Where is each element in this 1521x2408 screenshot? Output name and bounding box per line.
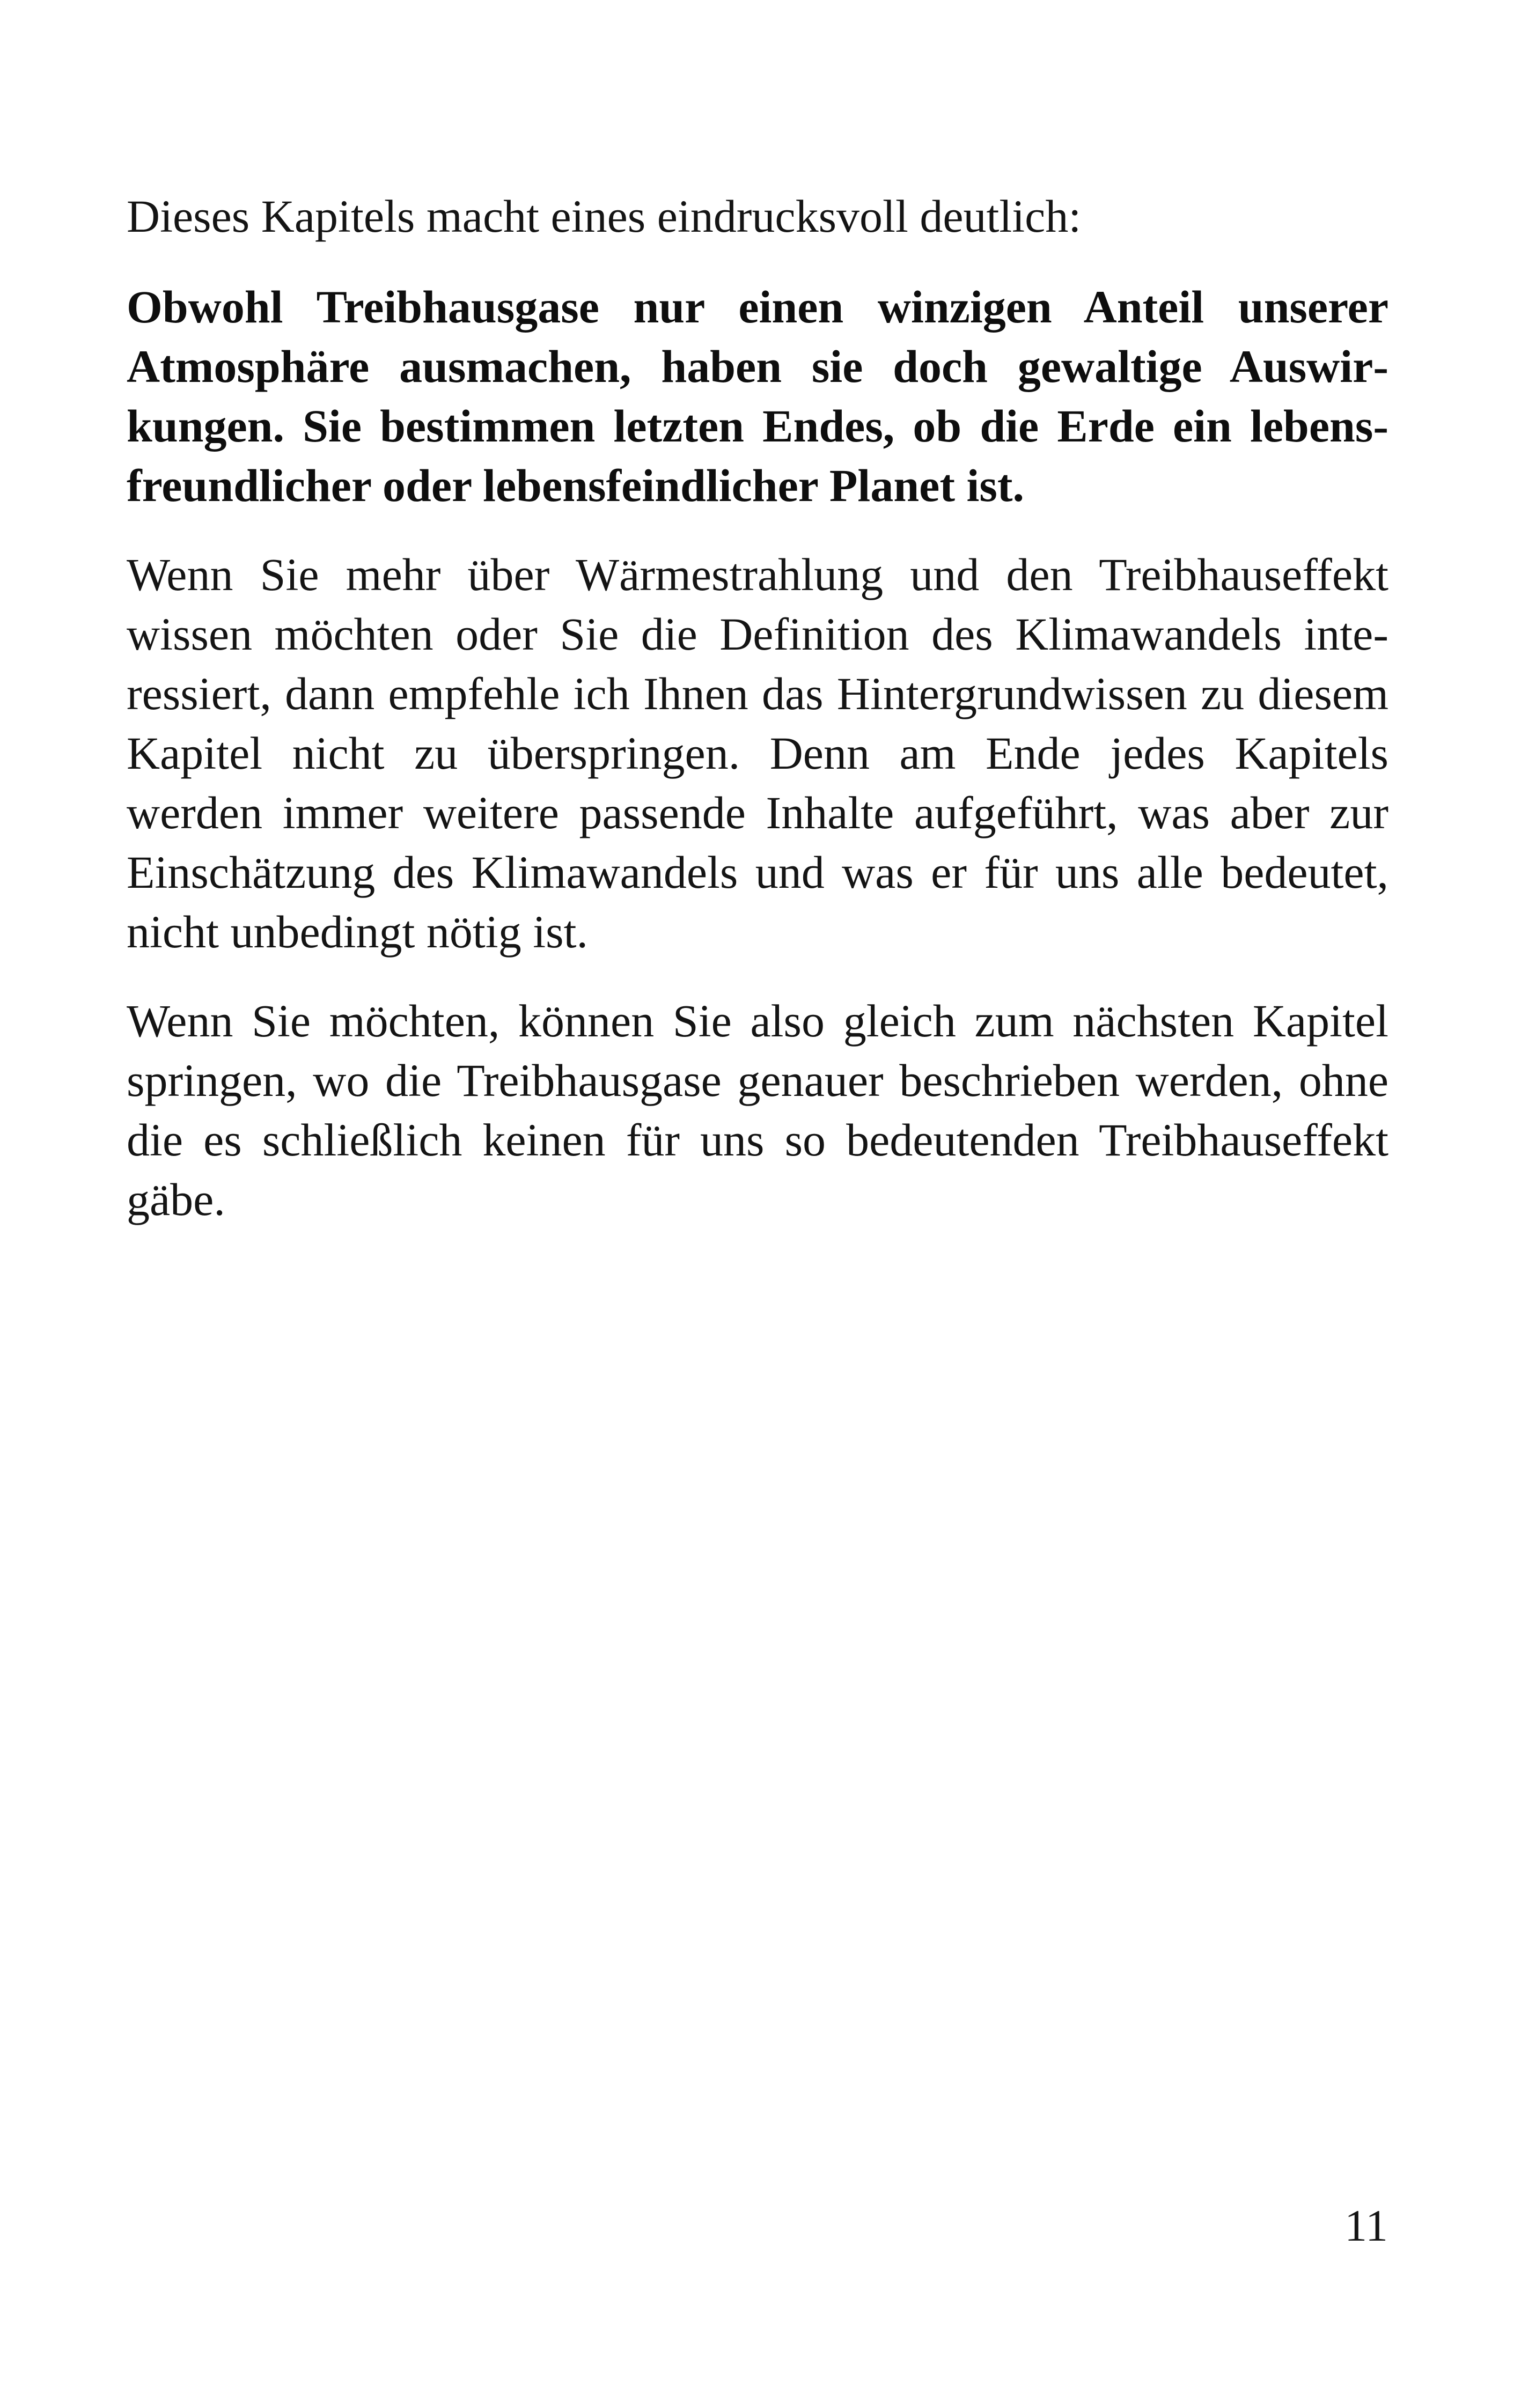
body-paragraph-1: Wenn Sie mehr über Wärmestrahlung und den Treibhauseffekt wissen möchten oder Sie die Definition des Klimawandels interessiert, dann empfehle ich Ihnen das Hintergrundwissen zu diesem Kapitel nicht zu überspringen. Denn am Ende jedes Kapitels werden immer weitere passende Inhalte aufgeführt, was aber zur Einschätzung des Klimawandels und was er für uns alle bedeutet, nicht unbedingt nötig ist. bbox=[127, 549, 1388, 958]
body-paragraph-2: Wenn Sie möchten, können Sie also gleich zum nächsten Kapitel springen, wo die Treibhausgase genauer beschrieben werden, ohne die es schließlich keinen für uns so bedeutenden Treibhauseffekt gäbe. bbox=[127, 995, 1388, 1225]
page-body bbox=[127, 187, 1388, 1259]
intro-paragraph: Dieses Kapitels macht eines eindrucksvoll deutlich: bbox=[127, 190, 1082, 242]
highlight-paragraph: Obwohl Treibhausgase nur einen winzigen Anteil unserer Atmosphäre ausmachen, haben sie doch gewaltige Auswirkungen. Sie bestimmen letzten Endes, ob die Erde ein lebensfreundlicher oder lebensfeindlicher Planet ist. bbox=[127, 281, 1388, 511]
page-number: 11 bbox=[1344, 2201, 1388, 2251]
